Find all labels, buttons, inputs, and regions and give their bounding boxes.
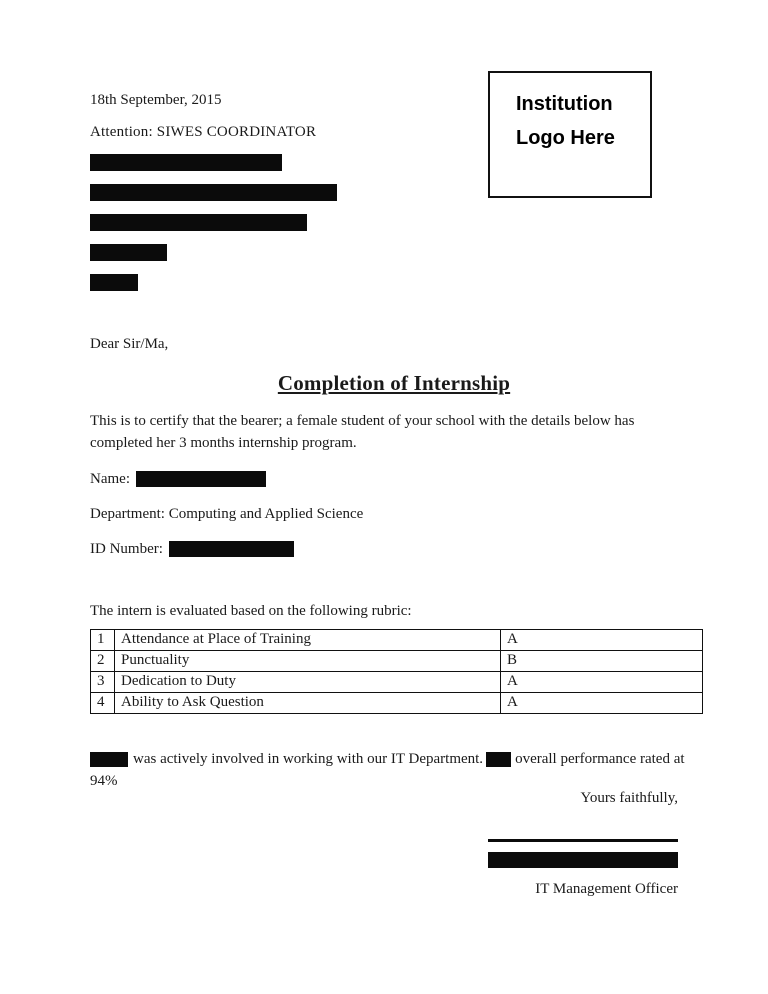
signature-line: [488, 839, 678, 842]
table-row: [91, 651, 703, 672]
id-field-row: [90, 539, 698, 559]
attention-line: Attention: SIWES COORDINATOR: [90, 124, 317, 140]
closing-paragraph: [90, 748, 690, 792]
logo-text-line1: Institution: [516, 93, 613, 115]
row-number-cell: 3: [91, 672, 115, 693]
redacted-name-inline-1: [90, 752, 128, 767]
grade-cell: A: [501, 630, 703, 651]
logo-text-line2: Logo Here: [516, 127, 615, 149]
criterion-cell: Punctuality: [115, 651, 501, 672]
intro-paragraph: This is to certify that the bearer; a female student of your school with the details below has completed her 3 months internship program.: [90, 413, 635, 451]
id-redacted: [169, 541, 294, 557]
redacted-address-line-2: [90, 184, 337, 201]
grade-cell: B: [501, 651, 703, 672]
redacted-name-inline-2: [486, 752, 511, 767]
name-redacted: [136, 471, 266, 487]
name-label: Name:: [90, 470, 130, 487]
salutation: Dear Sir/Ma,: [90, 336, 169, 352]
row-number-cell: 4: [91, 693, 115, 714]
row-number-cell: 2: [91, 651, 115, 672]
closing-text-2: overall performance rated at 94%: [90, 751, 685, 789]
institution-logo-box: [488, 71, 652, 198]
closing-text-1: was actively involved in working with our IT Department.: [133, 751, 484, 767]
department-line: Department: Computing and Applied Science: [90, 505, 364, 522]
grade-cell: A: [501, 693, 703, 714]
criterion-cell: Attendance at Place of Training: [115, 630, 501, 651]
rubric-intro: The intern is evaluated based on the following rubric:: [90, 603, 412, 619]
letter-title: Completion of Internship: [277, 371, 511, 395]
signature-block: [488, 790, 678, 898]
redacted-address-line-4: [90, 244, 167, 261]
rubric-table: [90, 629, 703, 714]
redacted-address-line-5: [90, 274, 138, 291]
signatory-name-redacted: [488, 852, 678, 868]
criterion-cell: Ability to Ask Question: [115, 693, 501, 714]
id-number-label: ID Number:: [90, 540, 163, 557]
valediction: Yours faithfully,: [580, 790, 678, 806]
table-row: [91, 630, 703, 651]
redacted-address-line-1: [90, 154, 282, 171]
signatory-title: IT Management Officer: [535, 881, 678, 897]
name-field-row: [90, 469, 698, 489]
redacted-address-line-3: [90, 214, 307, 231]
grade-cell: A: [501, 672, 703, 693]
table-row: [91, 672, 703, 693]
table-row: [91, 693, 703, 714]
criterion-cell: Dedication to Duty: [115, 672, 501, 693]
date-line: 18th September, 2015: [90, 92, 222, 108]
row-number-cell: 1: [91, 630, 115, 651]
